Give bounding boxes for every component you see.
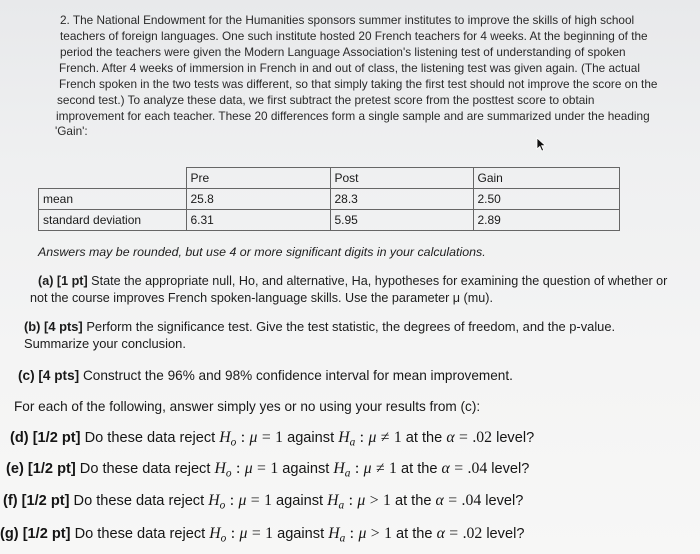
question-d-significance-level bbox=[446, 429, 492, 446]
question-e bbox=[6, 460, 588, 478]
alt-hypothesis-symbol: H bbox=[327, 492, 339, 509]
part-a-line-1 bbox=[38, 273, 698, 289]
null-hypothesis-symbol: H bbox=[208, 492, 220, 509]
part-c-text: Construct the 96% and 98% confidence interval for mean improvement. bbox=[82, 368, 513, 383]
alt-hypothesis-parameter: μ bbox=[368, 429, 377, 446]
part-b-label: (b) [4 pts] bbox=[24, 319, 83, 334]
row-label-mean: mean bbox=[39, 189, 187, 210]
alt-hypothesis-operator: > bbox=[369, 492, 379, 509]
null-hypothesis-operator: = bbox=[257, 460, 266, 477]
alpha-operator: = bbox=[459, 429, 468, 446]
table-corner-cell bbox=[39, 168, 187, 189]
null-hypothesis-symbol: H bbox=[209, 525, 221, 542]
alpha-operator: = bbox=[449, 525, 459, 542]
problem-line-5: French spoken in the two tests was different, so that simply taking the first test should not improve the score on the bbox=[59, 77, 658, 91]
null-hypothesis-operator: = bbox=[250, 492, 260, 509]
alpha-value: .02 bbox=[462, 525, 483, 542]
part-b-line-1 bbox=[24, 319, 669, 335]
question-f bbox=[3, 492, 588, 510]
alt-hypothesis-colon: : bbox=[348, 492, 353, 509]
alpha-operator: = bbox=[448, 492, 458, 509]
alt-hypothesis-value: 1 bbox=[389, 460, 397, 477]
question-d-alternative-hypothesis bbox=[338, 429, 402, 449]
alt-hypothesis-parameter: μ bbox=[358, 525, 367, 542]
alt-hypothesis-operator: > bbox=[370, 525, 380, 542]
question-g bbox=[0, 525, 592, 543]
question-f-at-the: at the bbox=[394, 493, 432, 509]
alpha-operator: = bbox=[454, 460, 464, 477]
table-row-standard-deviation bbox=[39, 210, 620, 231]
column-header-gain: Gain bbox=[473, 168, 619, 189]
alpha-value: .04 bbox=[467, 460, 488, 477]
null-hypothesis-parameter: μ bbox=[244, 460, 253, 477]
question-e-significance-level bbox=[442, 460, 488, 477]
cell-gain-mean: 2.50 bbox=[473, 189, 619, 210]
part-a-text-1: State the appropriate null, Ho, and alternative, Ha, hypotheses for examining the question of whether or bbox=[91, 274, 668, 288]
null-hypothesis-parameter: μ bbox=[249, 429, 258, 446]
question-f-label: (f) [1/2 pt] bbox=[3, 493, 70, 509]
problem-line-1: 2. The National Endowment for the Humanities sponsors summer institutes to improve the skills of high school bbox=[60, 13, 635, 27]
question-e-prefix: Do these data reject bbox=[79, 461, 211, 477]
question-e-at-the: at the bbox=[400, 461, 438, 477]
cell-gain-sd: 2.89 bbox=[473, 210, 619, 231]
question-f-suffix: level? bbox=[485, 493, 524, 509]
question-g-alternative-hypothesis bbox=[328, 525, 392, 545]
part-c-line bbox=[18, 367, 530, 384]
null-hypothesis-parameter: μ bbox=[239, 525, 248, 542]
question-f-alternative-hypothesis bbox=[327, 492, 391, 512]
question-e-label: (e) [1/2 pt] bbox=[6, 461, 76, 477]
null-hypothesis-subscript: o bbox=[219, 499, 226, 512]
column-header-post: Post bbox=[330, 168, 473, 189]
alt-hypothesis-parameter: μ bbox=[363, 460, 372, 477]
alpha-symbol: α bbox=[441, 460, 450, 477]
null-hypothesis-subscript: o bbox=[220, 532, 227, 545]
question-d-prefix: Do these data reject bbox=[84, 430, 216, 446]
question-g-at-the: at the bbox=[396, 526, 433, 542]
cell-pre-sd: 6.31 bbox=[186, 210, 330, 231]
alpha-symbol: α bbox=[436, 525, 445, 542]
null-hypothesis-parameter: μ bbox=[238, 492, 247, 509]
problem-line-8: 'Gain': bbox=[55, 124, 88, 138]
alt-hypothesis-symbol: H bbox=[338, 429, 350, 446]
question-d-at-the: at the bbox=[405, 430, 443, 446]
alt-hypothesis-operator: ≠ bbox=[380, 429, 390, 446]
table-header-row bbox=[39, 168, 620, 189]
table-row-mean bbox=[39, 189, 620, 210]
alt-hypothesis-colon: : bbox=[349, 525, 355, 542]
problem-line-6: second test.) To analyze these data, we first subtract the pretest score from the posttest score to obtain bbox=[57, 93, 595, 107]
rounding-note: Answers may be rounded, but use 4 or more significant digits in your calculations. bbox=[38, 245, 486, 259]
question-d bbox=[10, 429, 588, 447]
question-g-significance-level bbox=[437, 525, 483, 542]
question-g-suffix: level? bbox=[486, 526, 525, 542]
row-label-standard-deviation: standard deviation bbox=[39, 210, 187, 231]
question-f-against: against bbox=[276, 493, 324, 509]
question-g-against: against bbox=[277, 526, 325, 542]
question-f-null-hypothesis bbox=[208, 492, 272, 512]
alpha-value: .04 bbox=[461, 492, 482, 509]
table-head bbox=[39, 168, 620, 189]
question-e-null-hypothesis bbox=[214, 460, 279, 480]
table-body bbox=[39, 189, 620, 231]
alt-hypothesis-value: 1 bbox=[383, 492, 391, 509]
problem-line-7: improvement for each teacher. These 20 differences form a single sample and are summarized under the heading bbox=[56, 109, 650, 123]
question-g-null-hypothesis bbox=[209, 525, 274, 545]
alt-hypothesis-colon: : bbox=[359, 429, 365, 446]
null-hypothesis-subscript: o bbox=[225, 467, 232, 480]
null-hypothesis-operator: = bbox=[261, 429, 271, 446]
question-e-suffix: level? bbox=[491, 461, 530, 477]
part-b-line-2: Summarize your conclusion. bbox=[24, 336, 186, 351]
alt-hypothesis-value: 1 bbox=[384, 525, 392, 542]
question-d-against: against bbox=[287, 430, 335, 446]
null-hypothesis-value: 1 bbox=[275, 429, 284, 446]
summary-statistics-table bbox=[38, 167, 620, 231]
null-hypothesis-value: 1 bbox=[270, 460, 279, 477]
part-a-label: (a) [1 pt] bbox=[38, 274, 88, 288]
alt-hypothesis-subscript: a bbox=[344, 467, 351, 480]
alt-hypothesis-subscript: a bbox=[349, 436, 356, 449]
question-g-label: (g) [1/2 pt] bbox=[0, 526, 71, 542]
cell-post-mean: 28.3 bbox=[330, 189, 473, 210]
alpha-symbol: α bbox=[446, 429, 455, 446]
cell-pre-mean: 25.8 bbox=[186, 189, 330, 210]
null-hypothesis-colon: : bbox=[235, 460, 241, 477]
null-hypothesis-value: 1 bbox=[264, 492, 272, 509]
alt-hypothesis-parameter: μ bbox=[357, 492, 366, 509]
cell-post-sd: 5.95 bbox=[330, 210, 473, 231]
null-hypothesis-symbol: H bbox=[214, 460, 226, 477]
null-hypothesis-colon: : bbox=[230, 525, 236, 542]
problem-line-4: French. After 4 weeks of immersion in French in and out of class, the listening test was given again. (The actual bbox=[59, 61, 640, 75]
question-d-label: (d) [1/2 pt] bbox=[10, 430, 81, 446]
null-hypothesis-value: 1 bbox=[265, 525, 274, 542]
alpha-value: .02 bbox=[472, 429, 493, 446]
alt-hypothesis-symbol: H bbox=[333, 460, 345, 477]
part-c-label: (c) [4 pts] bbox=[18, 368, 80, 383]
alt-hypothesis-value: 1 bbox=[393, 429, 402, 446]
null-hypothesis-operator: = bbox=[251, 525, 261, 542]
null-hypothesis-colon: : bbox=[229, 492, 235, 509]
alt-hypothesis-subscript: a bbox=[338, 499, 345, 512]
null-hypothesis-colon: : bbox=[240, 429, 246, 446]
part-b-text-1: Perform the significance test. Give the test statistic, the degrees of freedom, and the p-value. bbox=[86, 319, 616, 334]
mouse-cursor-icon bbox=[536, 137, 547, 152]
problem-line-2: teachers of foreign languages. One such institute hosted 20 French teachers for 4 weeks. At the beginning of the bbox=[60, 29, 648, 43]
alt-hypothesis-subscript: a bbox=[339, 532, 346, 545]
question-e-against: against bbox=[282, 461, 330, 477]
question-f-prefix: Do these data reject bbox=[73, 493, 205, 509]
followup-intro: For each of the following, answer simply yes or no using your results from (c): bbox=[14, 399, 481, 414]
question-e-alternative-hypothesis bbox=[333, 460, 397, 480]
question-f-significance-level bbox=[436, 492, 482, 509]
alt-hypothesis-symbol: H bbox=[328, 525, 340, 542]
null-hypothesis-subscript: o bbox=[230, 436, 237, 449]
problem-line-3: period the teachers were given the Modern Language Association's listening test of understanding of spoken bbox=[60, 45, 626, 59]
question-d-suffix: level? bbox=[496, 430, 535, 446]
column-header-pre: Pre bbox=[186, 168, 330, 189]
alpha-symbol: α bbox=[435, 492, 444, 509]
alt-hypothesis-colon: : bbox=[354, 460, 360, 477]
null-hypothesis-symbol: H bbox=[219, 429, 231, 446]
question-g-prefix: Do these data reject bbox=[74, 526, 206, 542]
part-a-line-2: not the course improves French spoken-language skills. Use the parameter μ (mu). bbox=[30, 291, 493, 305]
question-d-null-hypothesis bbox=[219, 429, 284, 449]
alt-hypothesis-operator: ≠ bbox=[375, 460, 385, 477]
